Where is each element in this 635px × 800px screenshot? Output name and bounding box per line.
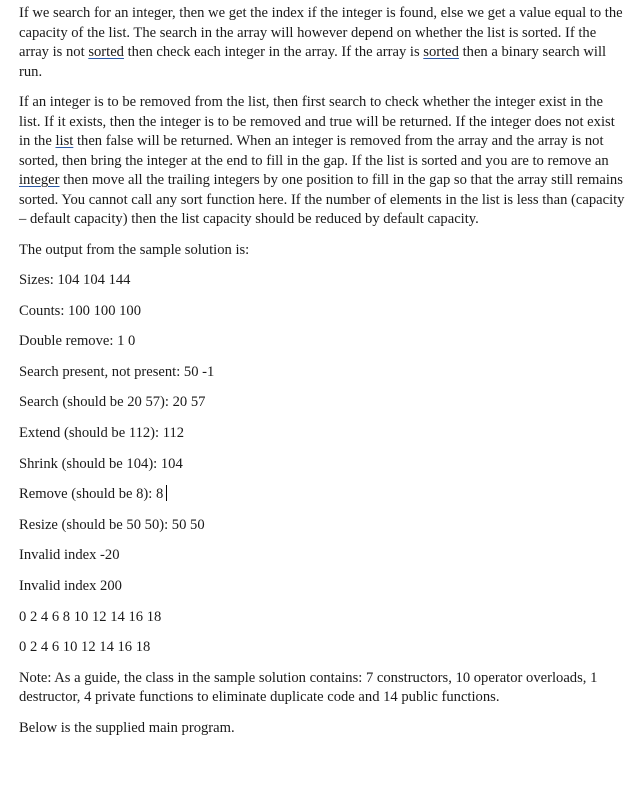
- text-run: If we search for an integer, then we get the index if the integer is found, else we get a value equal to the capacity of the list. The search in the array will however depend on whether the list is sorted. If the array is not: [19, 5, 623, 60]
- paragraph-remove: [19, 93, 625, 230]
- output-line-shrink: Shrink (should be 104): 104: [19, 455, 183, 472]
- spelling-underlined-word[interactable]: sorted: [88, 44, 124, 60]
- output-intro: The output from the sample solution is:: [19, 241, 250, 258]
- text-run: then false will be returned. When an integer is removed from the array and the array is not sorted, then bring the integer at the end to fill in the gap. If the list is sorted and you are to remove an: [19, 133, 609, 169]
- paragraph-search: [19, 4, 625, 82]
- output-line-remove: [19, 485, 625, 505]
- output-line-extend: Extend (should be 112): 112: [19, 425, 185, 442]
- text-run: If an integer is to be removed from the list, then first search to check whether the integer exist in the list. If it exists, then the integer is to be removed and true will be returned. If the integer does not exist in the: [19, 94, 615, 149]
- paragraph-note: Note: As a guide, the class in the sample solution contains: 7 constructors, 10 operator overloads, 1 destructor, 4 private functions to eliminate duplicate code and 14 public functions.: [19, 669, 598, 706]
- output-line-search-present: Search present, not present: 50 -1: [19, 363, 215, 380]
- output-line-sequence-full: 0 2 4 6 8 10 12 14 16 18: [19, 608, 162, 625]
- output-line-invalid-index-neg: Invalid index -20: [19, 547, 120, 564]
- text-cursor: [166, 485, 167, 501]
- output-line-search: Search (should be 20 57): 20 57: [19, 394, 206, 411]
- output-line-counts: Counts: 100 100 100: [19, 302, 142, 319]
- text-run: then a binary search will run.: [19, 44, 607, 80]
- output-line-double-remove: Double remove: 1 0: [19, 333, 136, 350]
- text-run: then move all the trailing integers by one position to fill in the gap so that the array still remains sorted. You cannot call any sort function here. If the number of elements in the list is less than (capacity – default capacity) then the list capacity should be reduced by default capacity.: [19, 172, 625, 227]
- text-run: then check each integer in the array. If the array is: [123, 44, 424, 60]
- spelling-underlined-word[interactable]: list: [55, 133, 74, 149]
- output-line-invalid-index-pos: Invalid index 200: [19, 578, 122, 595]
- output-line-sizes: Sizes: 104 104 144: [19, 272, 131, 289]
- spelling-underlined-word[interactable]: integer: [19, 172, 60, 188]
- output-line-remove-text: Remove (should be 8): 8: [19, 486, 164, 503]
- spelling-underlined-word[interactable]: sorted: [423, 44, 459, 60]
- document-body: [19, 4, 625, 749]
- paragraph-closing: Below is the supplied main program.: [19, 719, 235, 736]
- output-line-resize: Resize (should be 50 50): 50 50: [19, 516, 205, 533]
- output-line-sequence-removed: 0 2 4 6 10 12 14 16 18: [19, 639, 151, 656]
